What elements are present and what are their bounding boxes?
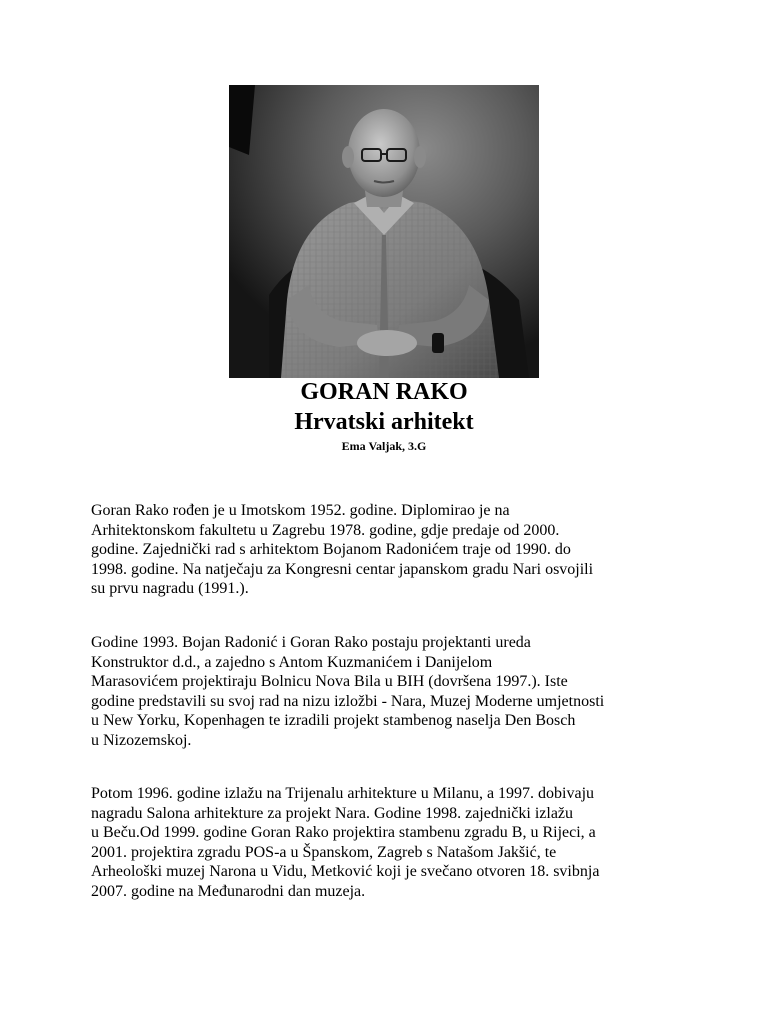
page-title: GORAN RAKO [300, 379, 468, 405]
text-line: 2001. projektira zgradu POS-a u Španskom, Zagreb s Natašom Jakšić, te [91, 843, 557, 861]
text-line: Arhitektonskom fakultetu u Zagrebu 1978. godine, gdje predaje od 2000. [91, 521, 560, 539]
author-line: Ema Valjak, 3.G [341, 439, 427, 453]
text-line: 2007. godine na Međunarodni dan muzeja. [91, 882, 366, 900]
portrait-photo [229, 85, 539, 378]
text-line: Marasovićem projektiraju Bolnicu Nova Bila u BIH (dovršena 1997.). Iste [91, 673, 568, 690]
portrait-image [229, 85, 539, 378]
text-line: su prvu nagradu (1991.). [91, 580, 249, 597]
text-line: u Nizozemskoj. [91, 731, 192, 749]
paragraph-biography [91, 501, 681, 599]
text-line: u Beču.Od 1999. godine Goran Rako projektira stambenu zgradu B, u Rijeci, a [91, 824, 596, 841]
text-line: godine predstavili su svoj rad na nizu izložbi - Nara, Muzej Moderne umjetnosti [91, 692, 605, 710]
text-line: godine. Zajednički rad s arhitektom Bojanom Radonićem traje od 1990. do [91, 541, 571, 558]
text-line: 1998. godine. Na natječaju za Kongresni centar japanskom gradu Nari osvojili [91, 560, 594, 578]
text-line: u New Yorku, Kopenhagen te izradili projekt stambenog naselja Den Bosch [91, 712, 576, 729]
paragraph-exhibitions [91, 784, 681, 901]
text-line: Godine 1993. Bojan Radonić i Goran Rako postaju projektanti ureda [91, 634, 531, 651]
text-line: Konstruktor d.d., a zajedno s Antom Kuzmanićem i Danijelom [91, 653, 493, 671]
page-subtitle: Hrvatski arhitekt [294, 409, 474, 435]
text-line: Goran Rako rođen je u Imotskom 1952. godine. Diplomirao je na [91, 502, 510, 519]
paragraph-career [91, 633, 681, 750]
text-line: Potom 1996. godine izlažu na Trijenalu arhitekture u Milanu, a 1997. dobivaju [91, 785, 595, 802]
text-line: nagradu Salona arhitekture za projekt Nara. Godine 1998. zajednički izlažu [91, 804, 574, 822]
text-line: Arheološki muzej Narona u Vidu, Metković koji je svečano otvoren 18. svibnja [91, 863, 600, 880]
